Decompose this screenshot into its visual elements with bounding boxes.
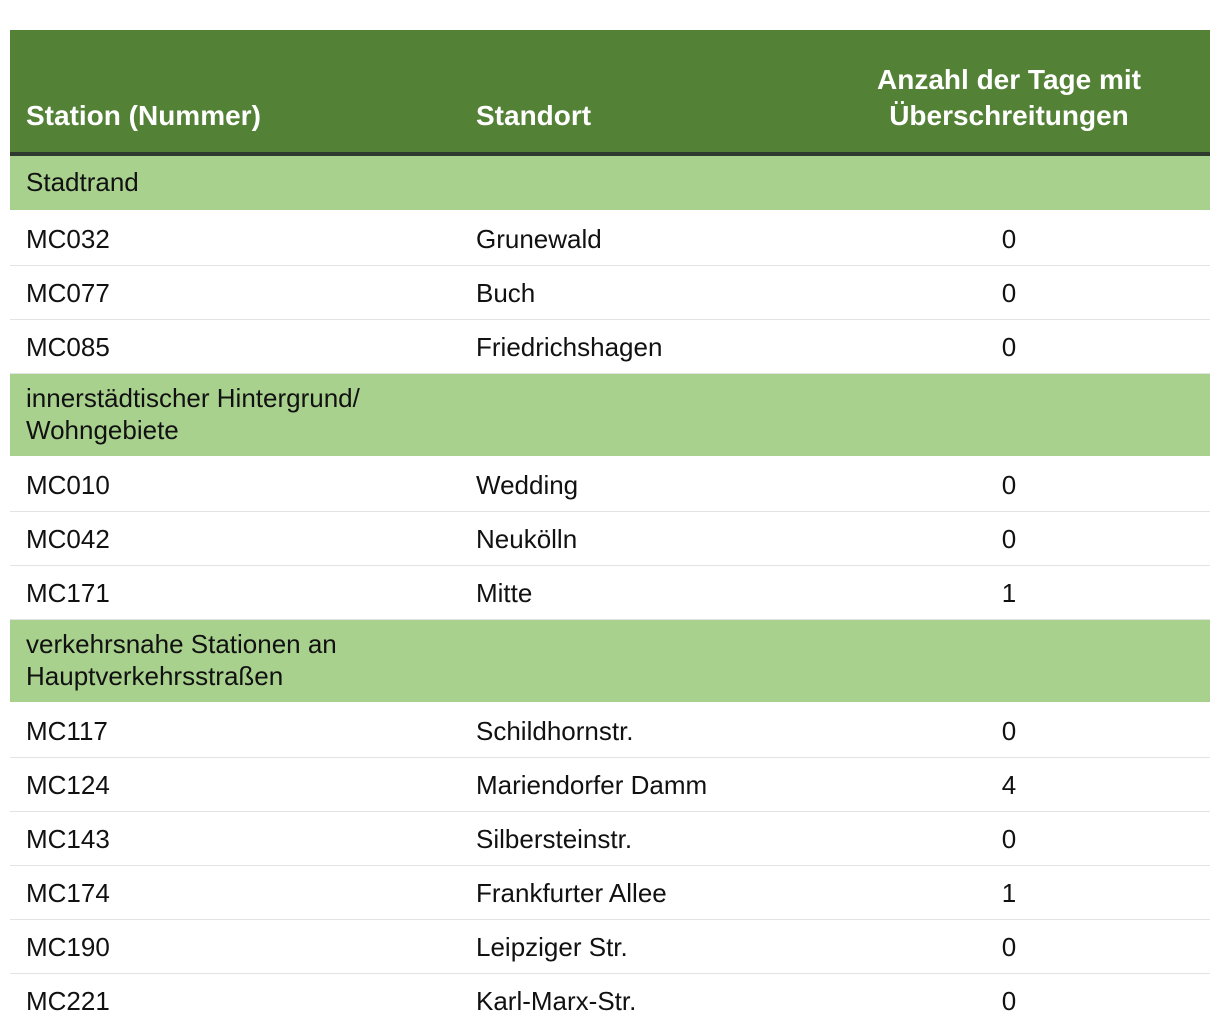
days-cell: 0 bbox=[808, 703, 1210, 758]
table-row bbox=[10, 457, 1210, 512]
station-cell: MC117 bbox=[10, 703, 460, 758]
table-row bbox=[10, 320, 1210, 374]
table-row bbox=[10, 974, 1210, 1027]
table-row bbox=[10, 211, 1210, 266]
table-body bbox=[10, 154, 1210, 1027]
location-cell: Neukölln bbox=[460, 512, 808, 566]
station-cell: MC042 bbox=[10, 512, 460, 566]
location-cell: Frankfurter Allee bbox=[460, 866, 808, 920]
group-row-stadtrand bbox=[10, 154, 1210, 211]
location-cell: Karl-Marx-Str. bbox=[460, 974, 808, 1027]
station-cell: MC190 bbox=[10, 920, 460, 974]
location-cell: Leipziger Str. bbox=[460, 920, 808, 974]
days-cell: 0 bbox=[808, 320, 1210, 374]
table-row bbox=[10, 266, 1210, 320]
group-label-line1: innerstädtischer Hintergrund/ bbox=[26, 383, 360, 413]
days-cell: 1 bbox=[808, 866, 1210, 920]
group-label: Stadtrand bbox=[10, 154, 1210, 211]
location-cell: Silbersteinstr. bbox=[460, 812, 808, 866]
group-label bbox=[10, 620, 1210, 704]
table-row bbox=[10, 512, 1210, 566]
group-label-line1: verkehrsnahe Stationen an bbox=[26, 629, 337, 659]
header-location: Standort bbox=[460, 30, 808, 154]
days-cell: 0 bbox=[808, 920, 1210, 974]
location-cell: Mitte bbox=[460, 566, 808, 620]
group-label-line2: Wohngebiete bbox=[26, 415, 179, 445]
days-cell: 0 bbox=[808, 211, 1210, 266]
location-cell: Schildhornstr. bbox=[460, 703, 808, 758]
table-row bbox=[10, 866, 1210, 920]
station-cell: MC077 bbox=[10, 266, 460, 320]
table-row bbox=[10, 920, 1210, 974]
header-days-line2: Überschreitungen bbox=[889, 100, 1129, 131]
days-cell: 0 bbox=[808, 512, 1210, 566]
days-cell: 4 bbox=[808, 758, 1210, 812]
station-cell: MC085 bbox=[10, 320, 460, 374]
days-cell: 0 bbox=[808, 266, 1210, 320]
location-cell: Wedding bbox=[460, 457, 808, 512]
header-row bbox=[10, 30, 1210, 154]
header-days bbox=[808, 30, 1210, 154]
station-cell: MC124 bbox=[10, 758, 460, 812]
table-row bbox=[10, 566, 1210, 620]
group-row-innerstaedtisch bbox=[10, 374, 1210, 458]
station-cell: MC174 bbox=[10, 866, 460, 920]
location-cell: Buch bbox=[460, 266, 808, 320]
station-cell: MC171 bbox=[10, 566, 460, 620]
station-exceedance-table bbox=[10, 30, 1210, 1027]
header-days-line1: Anzahl der Tage mit bbox=[877, 64, 1141, 95]
header-station: Station (Nummer) bbox=[10, 30, 460, 154]
group-label bbox=[10, 374, 1210, 458]
location-cell: Grunewald bbox=[460, 211, 808, 266]
days-cell: 0 bbox=[808, 457, 1210, 512]
group-row-verkehrsnah bbox=[10, 620, 1210, 704]
station-cell: MC032 bbox=[10, 211, 460, 266]
table-header bbox=[10, 30, 1210, 154]
station-cell: MC221 bbox=[10, 974, 460, 1027]
table-row bbox=[10, 812, 1210, 866]
days-cell: 1 bbox=[808, 566, 1210, 620]
table-row bbox=[10, 758, 1210, 812]
station-cell: MC010 bbox=[10, 457, 460, 512]
station-cell: MC143 bbox=[10, 812, 460, 866]
days-cell: 0 bbox=[808, 974, 1210, 1027]
table-row bbox=[10, 703, 1210, 758]
location-cell: Mariendorfer Damm bbox=[460, 758, 808, 812]
group-label-line2: Hauptverkehrsstraßen bbox=[26, 661, 283, 691]
data-table-container bbox=[10, 30, 1210, 1027]
days-cell: 0 bbox=[808, 812, 1210, 866]
location-cell: Friedrichshagen bbox=[460, 320, 808, 374]
